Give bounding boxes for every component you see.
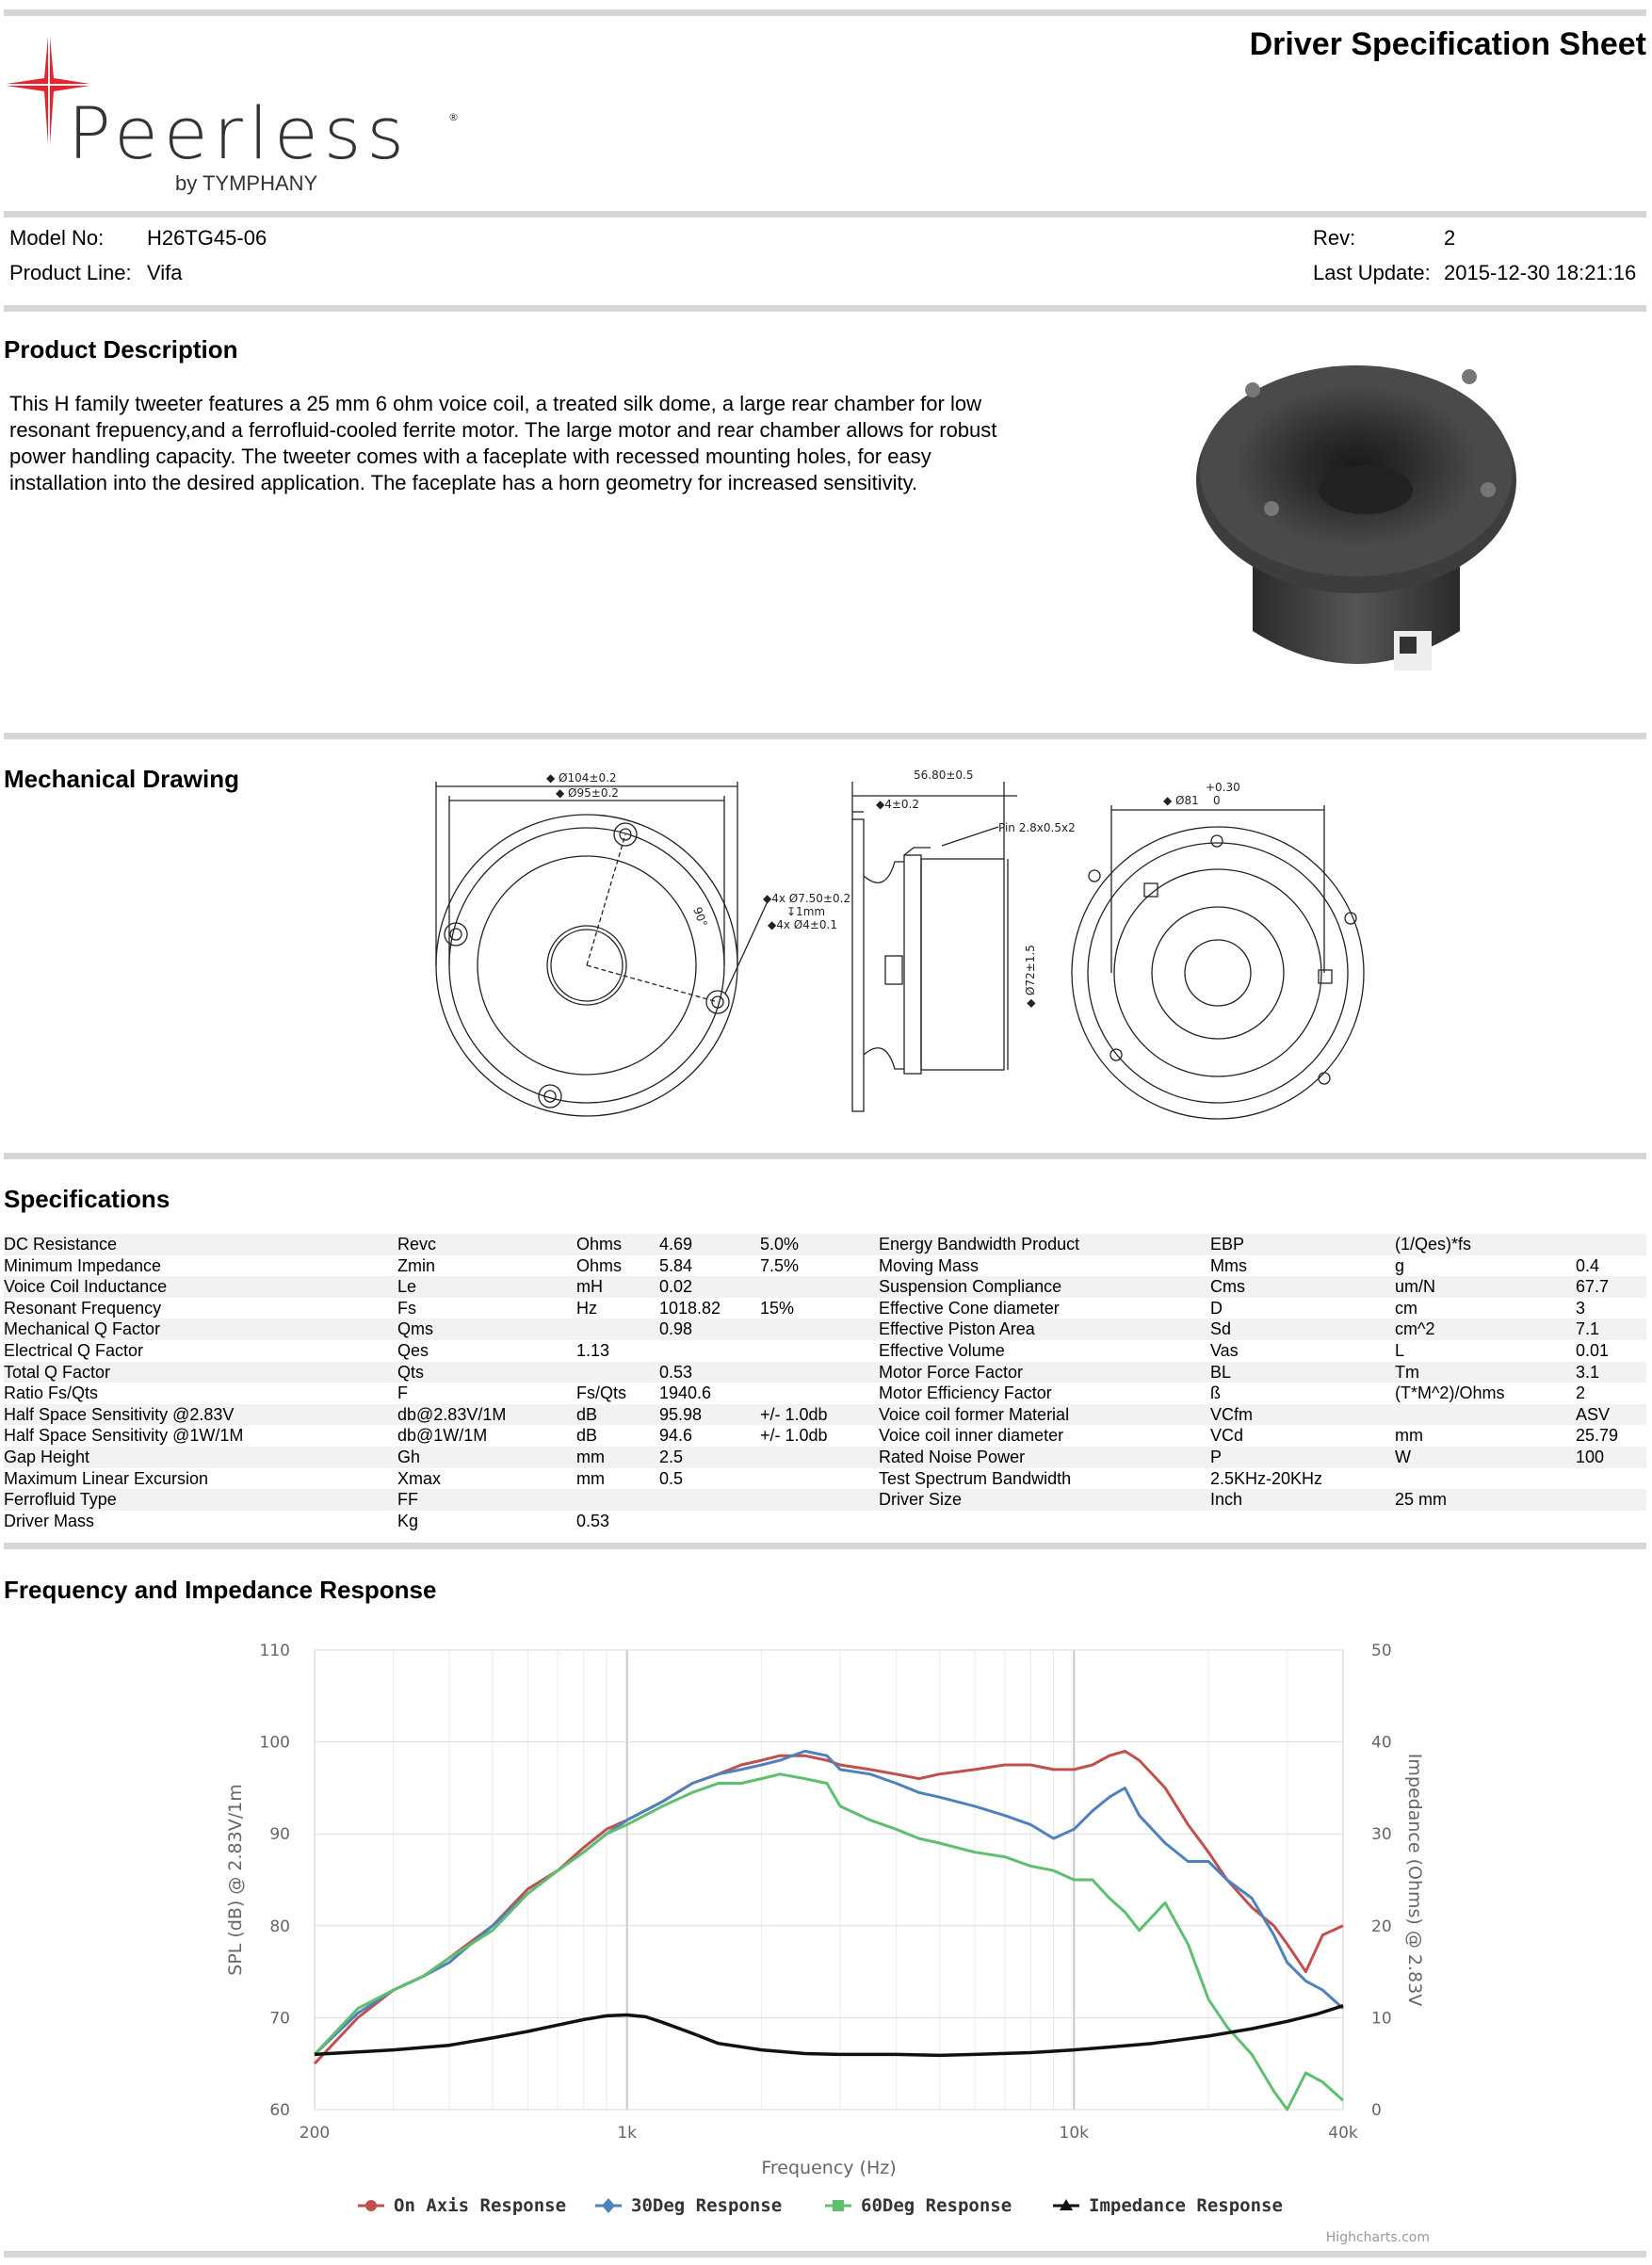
spec-cell: Gh bbox=[397, 1447, 576, 1468]
spec-cell: 1.13 bbox=[576, 1340, 659, 1362]
spec-cell: EBP bbox=[1210, 1234, 1395, 1255]
brand-text: Peerless bbox=[68, 91, 410, 175]
dim-depth-5680: 56.80±0.5 bbox=[914, 768, 974, 782]
spec-cell bbox=[1395, 1404, 1576, 1426]
spec-cell: FF bbox=[397, 1489, 576, 1511]
spec-cell: BL bbox=[1210, 1362, 1395, 1383]
legend-label: Impedance Response bbox=[1089, 2195, 1283, 2216]
spec-cell: 3.1 bbox=[1576, 1362, 1646, 1383]
spec-cell: 5.84 bbox=[659, 1255, 760, 1277]
spec-cell: Half Space Sensitivity @1W/1M bbox=[4, 1425, 397, 1447]
spec-cell: 15% bbox=[760, 1298, 879, 1319]
spec-cell: Mechanical Q Factor bbox=[4, 1319, 397, 1340]
spec-row bbox=[4, 1362, 1646, 1383]
spec-cell: mm bbox=[1395, 1425, 1576, 1447]
response-title: Frequency and Impedance Response bbox=[4, 1576, 437, 1604]
spec-cell: Motor Efficiency Factor bbox=[879, 1383, 1210, 1404]
y-tick-label: 90 bbox=[269, 1825, 290, 1845]
spec-cell: +/- 1.0db bbox=[760, 1425, 879, 1447]
y2-tick-label: 0 bbox=[1371, 2101, 1382, 2120]
spec-cell: 0.53 bbox=[576, 1511, 659, 1532]
spec-cell: cm^2 bbox=[1395, 1319, 1576, 1340]
spec-cell: 7.1 bbox=[1576, 1319, 1646, 1340]
dim-d104: ◆ Ø104±0.2 bbox=[546, 771, 617, 785]
spec-cell: 3 bbox=[1576, 1298, 1646, 1319]
mechanical-drawing-title: Mechanical Drawing bbox=[4, 765, 239, 793]
spec-cell: mH bbox=[576, 1276, 659, 1298]
spec-cell: 4.69 bbox=[659, 1234, 760, 1255]
spec-cell bbox=[1576, 1468, 1646, 1490]
spec-cell: Test Spectrum Bandwidth bbox=[879, 1468, 1210, 1490]
spec-cell: 94.6 bbox=[659, 1425, 760, 1447]
y2-tick-label: 20 bbox=[1371, 1917, 1392, 1936]
spec-cell: Qes bbox=[397, 1340, 576, 1362]
bottom-divider bbox=[4, 2251, 1646, 2257]
product-description-title: Product Description bbox=[4, 335, 238, 364]
dim-tol-zero: 0 bbox=[1213, 794, 1221, 807]
y-tick-label: 60 bbox=[269, 2101, 290, 2120]
spec-cell bbox=[760, 1276, 879, 1298]
spec-row bbox=[4, 1404, 1646, 1426]
dim-holes-750: ◆4x Ø7.50±0.2 bbox=[763, 892, 851, 905]
spec-row bbox=[4, 1425, 1646, 1447]
y-tick-label: 80 bbox=[269, 1917, 290, 1936]
spec-cell: cm bbox=[1395, 1298, 1576, 1319]
rev-value: 2 bbox=[1444, 226, 1456, 250]
spec-cell: VCd bbox=[1210, 1425, 1395, 1447]
spec-cell: Fs/Qts bbox=[576, 1383, 659, 1404]
spec-cell: Driver Size bbox=[879, 1489, 1210, 1511]
spec-cell: Effective Cone diameter bbox=[879, 1298, 1210, 1319]
spec-cell: Driver Mass bbox=[4, 1511, 397, 1532]
spec-row bbox=[4, 1468, 1646, 1490]
specifications-title: Specifications bbox=[4, 1185, 170, 1213]
spec-cell: Revc bbox=[397, 1234, 576, 1255]
spec-cell bbox=[760, 1362, 879, 1383]
spec-cell: Total Q Factor bbox=[4, 1362, 397, 1383]
spec-cell bbox=[760, 1468, 879, 1490]
product-line-value: Vifa bbox=[147, 261, 183, 284]
dim-pin: Pin 2.8x0.5x2 bbox=[998, 821, 1076, 834]
spec-cell: 2.5KHz-20KHz bbox=[1210, 1468, 1395, 1490]
spec-cell bbox=[760, 1489, 879, 1511]
spec-cell bbox=[760, 1340, 879, 1362]
legend-marker bbox=[365, 2200, 377, 2211]
spec-cell: Qms bbox=[397, 1319, 576, 1340]
spec-cell: Inch bbox=[1210, 1489, 1395, 1511]
spec-cell: Effective Volume bbox=[879, 1340, 1210, 1362]
spec-row bbox=[4, 1383, 1646, 1404]
spec-cell: g bbox=[1395, 1255, 1576, 1277]
spec-cell: Qts bbox=[397, 1362, 576, 1383]
spec-cell: L bbox=[1395, 1340, 1576, 1362]
spec-cell: Motor Force Factor bbox=[879, 1362, 1210, 1383]
spec-cell: Ferrofluid Type bbox=[4, 1489, 397, 1511]
spec-cell: Cms bbox=[1210, 1276, 1395, 1298]
y-tick-label: 110 bbox=[259, 1642, 290, 1660]
spec-cell: (1/Qes)*fs bbox=[1395, 1234, 1576, 1255]
spec-cell: Voice coil former Material bbox=[879, 1404, 1210, 1426]
spec-cell: +/- 1.0db bbox=[760, 1404, 879, 1426]
spec-cell bbox=[879, 1511, 1210, 1532]
chart-svg bbox=[0, 1620, 1652, 2260]
dim-depth: ↧1mm bbox=[786, 905, 826, 918]
spec-row bbox=[4, 1447, 1646, 1468]
y2-axis-label: Impedance (Ohms) @ 2.83V bbox=[1404, 1753, 1425, 2007]
x-tick-label: 1k bbox=[617, 2124, 638, 2143]
last-update-label: Last Update: bbox=[1313, 261, 1431, 284]
spec-cell: Fs bbox=[397, 1298, 576, 1319]
spec-cell: Electrical Q Factor bbox=[4, 1340, 397, 1362]
peerless-logo bbox=[0, 26, 490, 210]
spec-cell: Moving Mass bbox=[879, 1255, 1210, 1277]
drawing-divider bbox=[4, 1153, 1646, 1159]
legend-label: 60Deg Response bbox=[861, 2195, 1012, 2216]
product-description-text: This H family tweeter features a 25 mm 6 ohm voice coil, a treated silk dome, a large rear chamber for low resonant frepuency,and a ferrofluid-cooled ferrite motor. The large motor and rear chamber allows for robust power handling capacity. The tweeter comes with a faceplate with recessed mounting holes, for easy installation into the desired application. The faceplate has a horn geometry for increased sensitivity. bbox=[9, 392, 997, 494]
spec-cell: Effective Piston Area bbox=[879, 1319, 1210, 1340]
spec-cell: Gap Height bbox=[4, 1447, 397, 1468]
spec-cell bbox=[659, 1489, 760, 1511]
rev-label: Rev: bbox=[1313, 226, 1356, 250]
spec-row bbox=[4, 1489, 1646, 1511]
spec-cell: Energy Bandwidth Product bbox=[879, 1234, 1210, 1255]
spec-cell bbox=[760, 1447, 879, 1468]
spec-row bbox=[4, 1511, 1646, 1532]
spec-cell bbox=[1395, 1468, 1576, 1490]
frequency-response-chart bbox=[0, 1620, 1652, 2265]
spec-cell bbox=[659, 1511, 760, 1532]
spec-cell: 95.98 bbox=[659, 1404, 760, 1426]
spec-cell: Ratio Fs/Qts bbox=[4, 1383, 397, 1404]
spec-row bbox=[4, 1276, 1646, 1298]
spec-row bbox=[4, 1340, 1646, 1362]
spec-cell: 0.02 bbox=[659, 1276, 760, 1298]
spec-cell: ß bbox=[1210, 1383, 1395, 1404]
specifications-table bbox=[4, 1234, 1646, 1531]
spec-cell bbox=[760, 1511, 879, 1532]
y2-tick-label: 40 bbox=[1371, 1733, 1392, 1753]
spec-cell: ASV bbox=[1576, 1404, 1646, 1426]
dim-holes-4: ◆4x Ø4±0.1 bbox=[768, 918, 837, 931]
spec-cell: 7.5% bbox=[760, 1255, 879, 1277]
spec-cell: Half Space Sensitivity @2.83V bbox=[4, 1404, 397, 1426]
dim-angle: 90° bbox=[690, 905, 710, 930]
product-line-label: Product Line: bbox=[9, 261, 132, 284]
spec-cell: Minimum Impedance bbox=[4, 1255, 397, 1277]
spec-cell: 25.79 bbox=[1576, 1425, 1646, 1447]
spec-cell: Resonant Frequency bbox=[4, 1298, 397, 1319]
spec-row bbox=[4, 1319, 1646, 1340]
spec-cell: Kg bbox=[397, 1511, 576, 1532]
spec-cell: 0.4 bbox=[1576, 1255, 1646, 1277]
spec-cell: 100 bbox=[1576, 1447, 1646, 1468]
x-tick-label: 10k bbox=[1059, 2124, 1090, 2143]
spec-cell: 0.01 bbox=[1576, 1340, 1646, 1362]
legend-label: 30Deg Response bbox=[631, 2195, 783, 2216]
spec-cell bbox=[1576, 1489, 1646, 1511]
dim-d72: ◆ Ø72±1.5 bbox=[1024, 945, 1037, 1008]
spec-cell: 1940.6 bbox=[659, 1383, 760, 1404]
spec-cell: 0.98 bbox=[659, 1319, 760, 1340]
spec-row bbox=[4, 1255, 1646, 1277]
dim-d95: ◆ Ø95±0.2 bbox=[556, 786, 619, 800]
spec-cell bbox=[1210, 1511, 1395, 1532]
spec-cell bbox=[1576, 1511, 1646, 1532]
spec-cell: Tm bbox=[1395, 1362, 1576, 1383]
x-axis-label: Frequency (Hz) bbox=[761, 2158, 897, 2178]
spec-cell: Sd bbox=[1210, 1319, 1395, 1340]
spec-cell: Ohms bbox=[576, 1255, 659, 1277]
spec-row bbox=[4, 1234, 1646, 1255]
y-axis-label: SPL (dB) @ 2.83V/1m bbox=[225, 1784, 246, 1976]
spec-cell: 67.7 bbox=[1576, 1276, 1646, 1298]
spec-cell: Voice Coil Inductance bbox=[4, 1276, 397, 1298]
y-tick-label: 70 bbox=[269, 2009, 290, 2029]
x-tick-label: 200 bbox=[299, 2124, 331, 2143]
spec-cell bbox=[1576, 1234, 1646, 1255]
spec-cell: mm bbox=[576, 1468, 659, 1490]
description-divider bbox=[4, 733, 1646, 739]
x-tick-label: 40k bbox=[1328, 2124, 1358, 2143]
spec-cell: P bbox=[1210, 1447, 1395, 1468]
dim-tol-plus: +0.30 bbox=[1206, 781, 1240, 794]
spec-cell: W bbox=[1395, 1447, 1576, 1468]
last-update-value: 2015-12-30 18:21:16 bbox=[1444, 261, 1637, 284]
spec-cell: Ohms bbox=[576, 1234, 659, 1255]
spec-cell: VCfm bbox=[1210, 1404, 1395, 1426]
spec-cell: Vas bbox=[1210, 1340, 1395, 1362]
spec-cell: Suspension Compliance bbox=[879, 1276, 1210, 1298]
spec-cell: mm bbox=[576, 1447, 659, 1468]
dim-d81: ◆ Ø81 bbox=[1163, 794, 1199, 807]
spec-cell: 2.5 bbox=[659, 1447, 760, 1468]
spec-cell: 25 mm bbox=[1395, 1489, 1576, 1511]
spec-cell: Xmax bbox=[397, 1468, 576, 1490]
meta-divider bbox=[4, 305, 1646, 312]
spec-cell: 5.0% bbox=[760, 1234, 879, 1255]
legend-marker bbox=[833, 2200, 844, 2211]
spec-cell: um/N bbox=[1395, 1276, 1576, 1298]
spec-cell: DC Resistance bbox=[4, 1234, 397, 1255]
spec-cell: db@2.83V/1M bbox=[397, 1404, 576, 1426]
spec-cell bbox=[576, 1319, 659, 1340]
top-divider bbox=[4, 9, 1646, 16]
model-label: Model No: bbox=[9, 226, 105, 250]
model-value: H26TG45-06 bbox=[147, 226, 267, 250]
spec-cell: Rated Noise Power bbox=[879, 1447, 1210, 1468]
product-photo bbox=[1187, 348, 1526, 711]
spec-cell: db@1W/1M bbox=[397, 1425, 576, 1447]
brand-sub: by TYMPHANY bbox=[175, 171, 318, 195]
spec-cell: Le bbox=[397, 1276, 576, 1298]
spec-cell bbox=[576, 1362, 659, 1383]
mechanical-drawing bbox=[414, 753, 1375, 1135]
legend-marker bbox=[602, 2198, 615, 2213]
spec-cell bbox=[659, 1340, 760, 1362]
spec-cell: Zmin bbox=[397, 1255, 576, 1277]
spec-cell bbox=[576, 1489, 659, 1511]
spec-cell: Mms bbox=[1210, 1255, 1395, 1277]
y-tick-label: 100 bbox=[259, 1733, 290, 1753]
spec-cell bbox=[1395, 1511, 1576, 1532]
page-title: Driver Specification Sheet bbox=[1249, 26, 1646, 62]
spec-cell: dB bbox=[576, 1404, 659, 1426]
dim-thickness: ◆4±0.2 bbox=[876, 798, 920, 811]
spec-cell bbox=[760, 1319, 879, 1340]
registered-mark: ® bbox=[448, 111, 459, 123]
spec-cell: 0.5 bbox=[659, 1468, 760, 1490]
spec-cell: 0.53 bbox=[659, 1362, 760, 1383]
spec-cell: Maximum Linear Excursion bbox=[4, 1468, 397, 1490]
spec-cell bbox=[760, 1383, 879, 1404]
header-divider bbox=[4, 211, 1646, 218]
legend-label: On Axis Response bbox=[394, 2195, 567, 2216]
spec-cell: D bbox=[1210, 1298, 1395, 1319]
y2-tick-label: 10 bbox=[1371, 2009, 1392, 2029]
spec-cell: (T*M^2)/Ohms bbox=[1395, 1383, 1576, 1404]
y2-tick-label: 50 bbox=[1371, 1642, 1392, 1660]
spec-cell: 2 bbox=[1576, 1383, 1646, 1404]
spec-cell: 1018.82 bbox=[659, 1298, 760, 1319]
specs-divider bbox=[4, 1543, 1646, 1549]
y2-tick-label: 30 bbox=[1371, 1825, 1392, 1845]
spec-cell: dB bbox=[576, 1425, 659, 1447]
chart-credit: Highcharts.com bbox=[1325, 2230, 1430, 2245]
spec-row bbox=[4, 1298, 1646, 1319]
spec-cell: Voice coil inner diameter bbox=[879, 1425, 1210, 1447]
spec-cell: F bbox=[397, 1383, 576, 1404]
logo-graphic bbox=[0, 26, 490, 205]
spec-cell: Hz bbox=[576, 1298, 659, 1319]
